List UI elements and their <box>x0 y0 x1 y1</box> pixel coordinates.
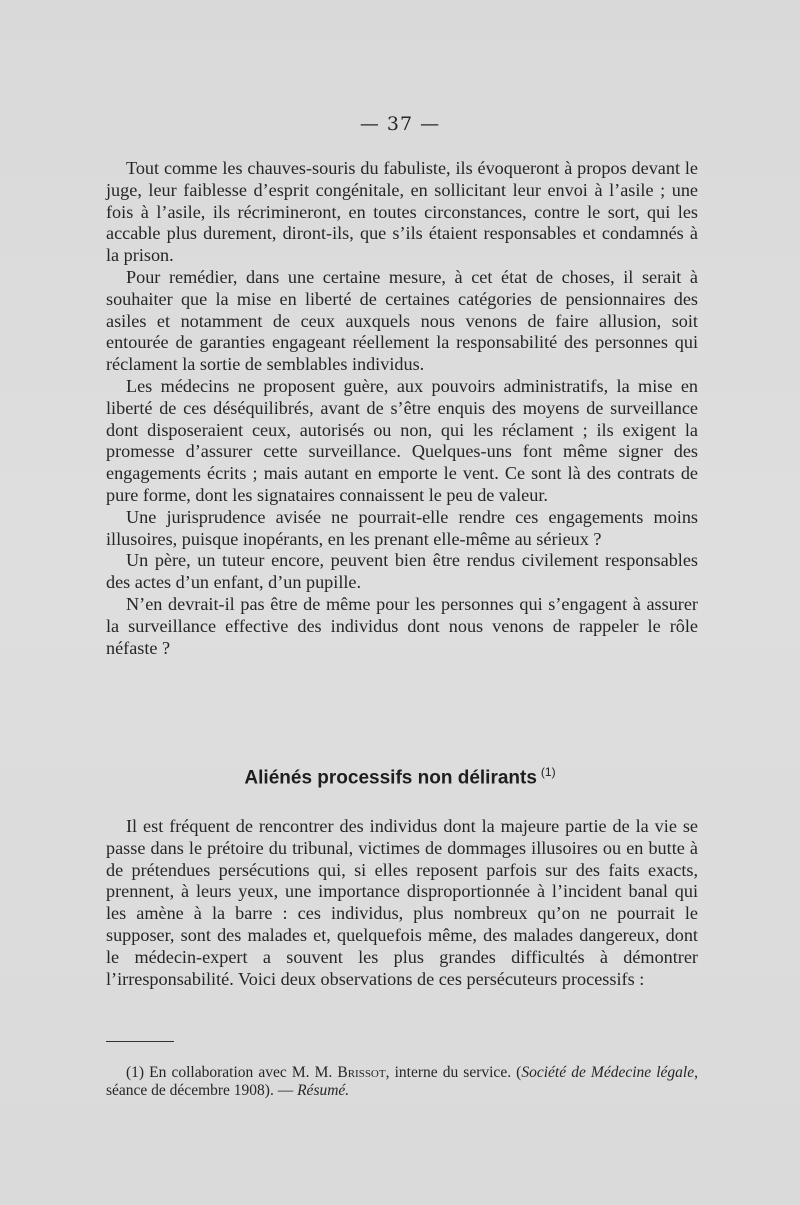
paragraph: Un père, un tuteur encore, peuvent bien être rendus civilement responsables des actes d’un enfant, d’un pupille. <box>106 550 698 593</box>
paragraph: N’en devrait-il pas être de même pour les personnes qui s’engagent à assurer la surveillance effective des individus dont nous venons de rappeler le rôle néfaste ? <box>106 593 698 658</box>
paragraph: Pour remédier, dans une certaine mesure, à cet état de choses, il serait à souhaiter que la mise en liberté de certaines catégories de pensionnaires des asiles et notamment de ceux auxquels nous venons de faire allusion, soit entourée de garanties engageant réellement la responsabilité des personnes qui réclament la sortie de semblables individus. <box>106 266 698 375</box>
paragraph: Il est fréquent de rencontrer des individus dont la majeure partie de la vie se passe dans le prétoire du tribunal, victimes de dommages illusoires ou en butte à de prétendues persécutions qui, si elles reposent parfois sur des faits exacts, prennent, à leurs yeux, une importance disproportionnée à l’incident banal qui les amène à la barre : ces individus, plus nombreux qu’on ne pourrait le supposer, sont des malades et, quelquefois même, des malades dangereux, dont le médecin-expert a souvent les plus grandes difficultés à démontrer l’irresponsabilité. Voici deux observations de ces persécuteurs processifs : <box>106 816 698 989</box>
lower-text-block <box>106 816 698 990</box>
section-heading-text: Aliénés processifs non délirants <box>244 767 537 789</box>
footnote-prefix: (1) En collaboration avec M. M. <box>126 1064 338 1081</box>
page-number: — 37 — <box>359 113 441 135</box>
footnote-author-name: Brissot <box>337 1064 386 1081</box>
paragraph: Tout comme les chauves-souris du fabuliste, ils évoqueront à propos devant le juge, leur faiblesse d’esprit congénitale, en sollicitant leur envoi à l’asile ; une fois à l’asile, ils récrimineront, en toutes circonstances, contre le sort, qui les accable plus durement, diront-ils, que s’ils étaient responsables et condamnés à la prison. <box>106 158 698 266</box>
paragraph: Les médecins ne proposent guère, aux pouvoirs administratifs, la mise en liberté de ces déséquilibrés, avant de s’être enquis des moyens de surveillance dont disposeraient ceux, autorisés ou non, qui les réclament ; ils exigent la promesse d’assurer cette surveillance. Quelques-uns font même signer des engagements écrits ; mais autant en emporte le vent. Ce sont là des contrats de pure forme, dont les signataires connaissent le peu de valeur. <box>106 375 698 505</box>
paragraph: Une jurisprudence avisée ne pourrait-elle rendre ces engagements moins illusoires, puisque inopérants, en les prenant elle-même au sérieux ? <box>106 506 698 549</box>
section-heading <box>0 765 800 789</box>
footnote-divider <box>106 1041 174 1042</box>
footnote-middle: , interne du service. ( <box>385 1064 522 1081</box>
upper-text-block <box>106 158 698 659</box>
footnote-reference: (1) <box>540 765 556 779</box>
footnote-summary: Résumé. <box>297 1082 350 1099</box>
footnote-date: , séance de décembre 1908). — <box>106 1064 698 1099</box>
footnote-society: Société de Médecine légale <box>521 1064 695 1081</box>
footnote <box>106 1064 698 1100</box>
footnote-text <box>106 1064 698 1100</box>
